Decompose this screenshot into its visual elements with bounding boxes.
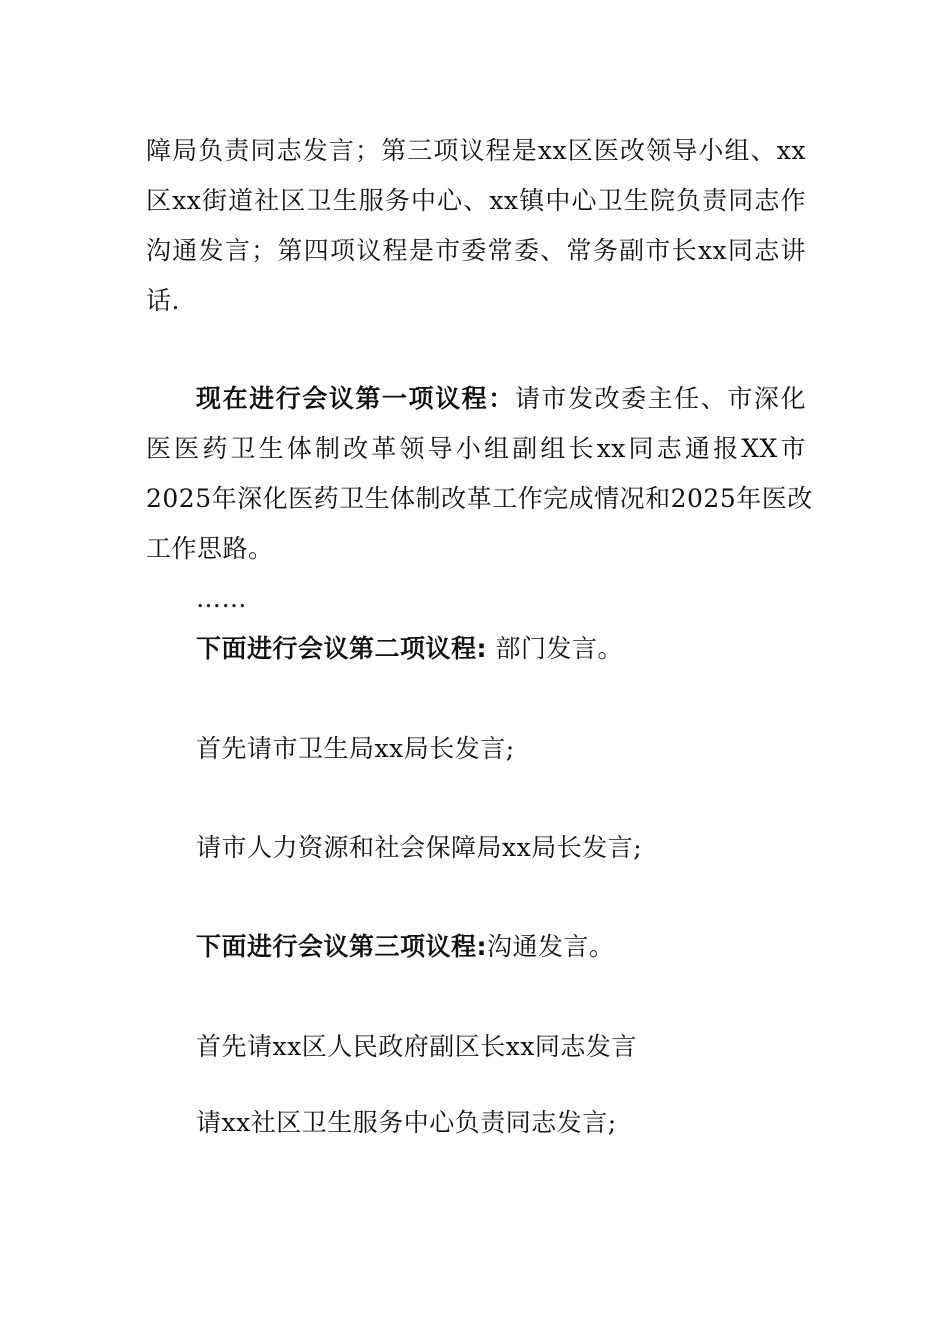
paragraph1-line4: 话. [146, 286, 180, 315]
ellipsis: …… [196, 584, 247, 613]
agenda-item2 [196, 634, 623, 664]
paragraph1-line1: 障局负责同志发言；第三项议程是xx区医改领导小组、xx [146, 136, 806, 165]
agenda-item1-intro: 请市发改委主任、市深化 [514, 384, 806, 413]
paragraph2-line4: 工作思路。 [146, 534, 274, 563]
item3-speaker1: 首先请xx区人民政府副区长xx同志发言 [196, 1032, 637, 1061]
paragraph2-line2: 医医药卫生体制改革领导小组副组长xx同志通报XX市 [146, 434, 806, 463]
agenda-item1-heading: 现在进行会议第一项议程： [196, 384, 515, 413]
paragraph1-line2: 区xx街道社区卫生服务中心、xx镇中心卫生院负责同志作 [146, 186, 806, 215]
paragraph2-line3: 2025年深化医药卫生体制改革工作完成情况和2025年医改 [146, 484, 813, 513]
paragraph1-line3: 沟通发言；第四项议程是市委常委、常务副市长xx同志讲 [146, 236, 806, 265]
item2-speaker1: 首先请市卫生局xx局长发言; [196, 734, 515, 763]
item3-speaker2: 请xx社区卫生服务中心负责同志发言; [196, 1108, 617, 1137]
agenda-item2-text: 部门发言。 [487, 634, 623, 663]
agenda-item3-text: 沟通发言。 [487, 932, 615, 961]
agenda-item3-heading: 下面进行会议第三项议程: [196, 932, 487, 961]
paragraph2-line1 [196, 384, 806, 414]
item2-speaker2: 请市人力资源和社会保障局xx局长发言; [196, 833, 643, 862]
agenda-item2-heading: 下面进行会议第二项议程: [196, 634, 487, 663]
agenda-item3 [196, 932, 615, 962]
